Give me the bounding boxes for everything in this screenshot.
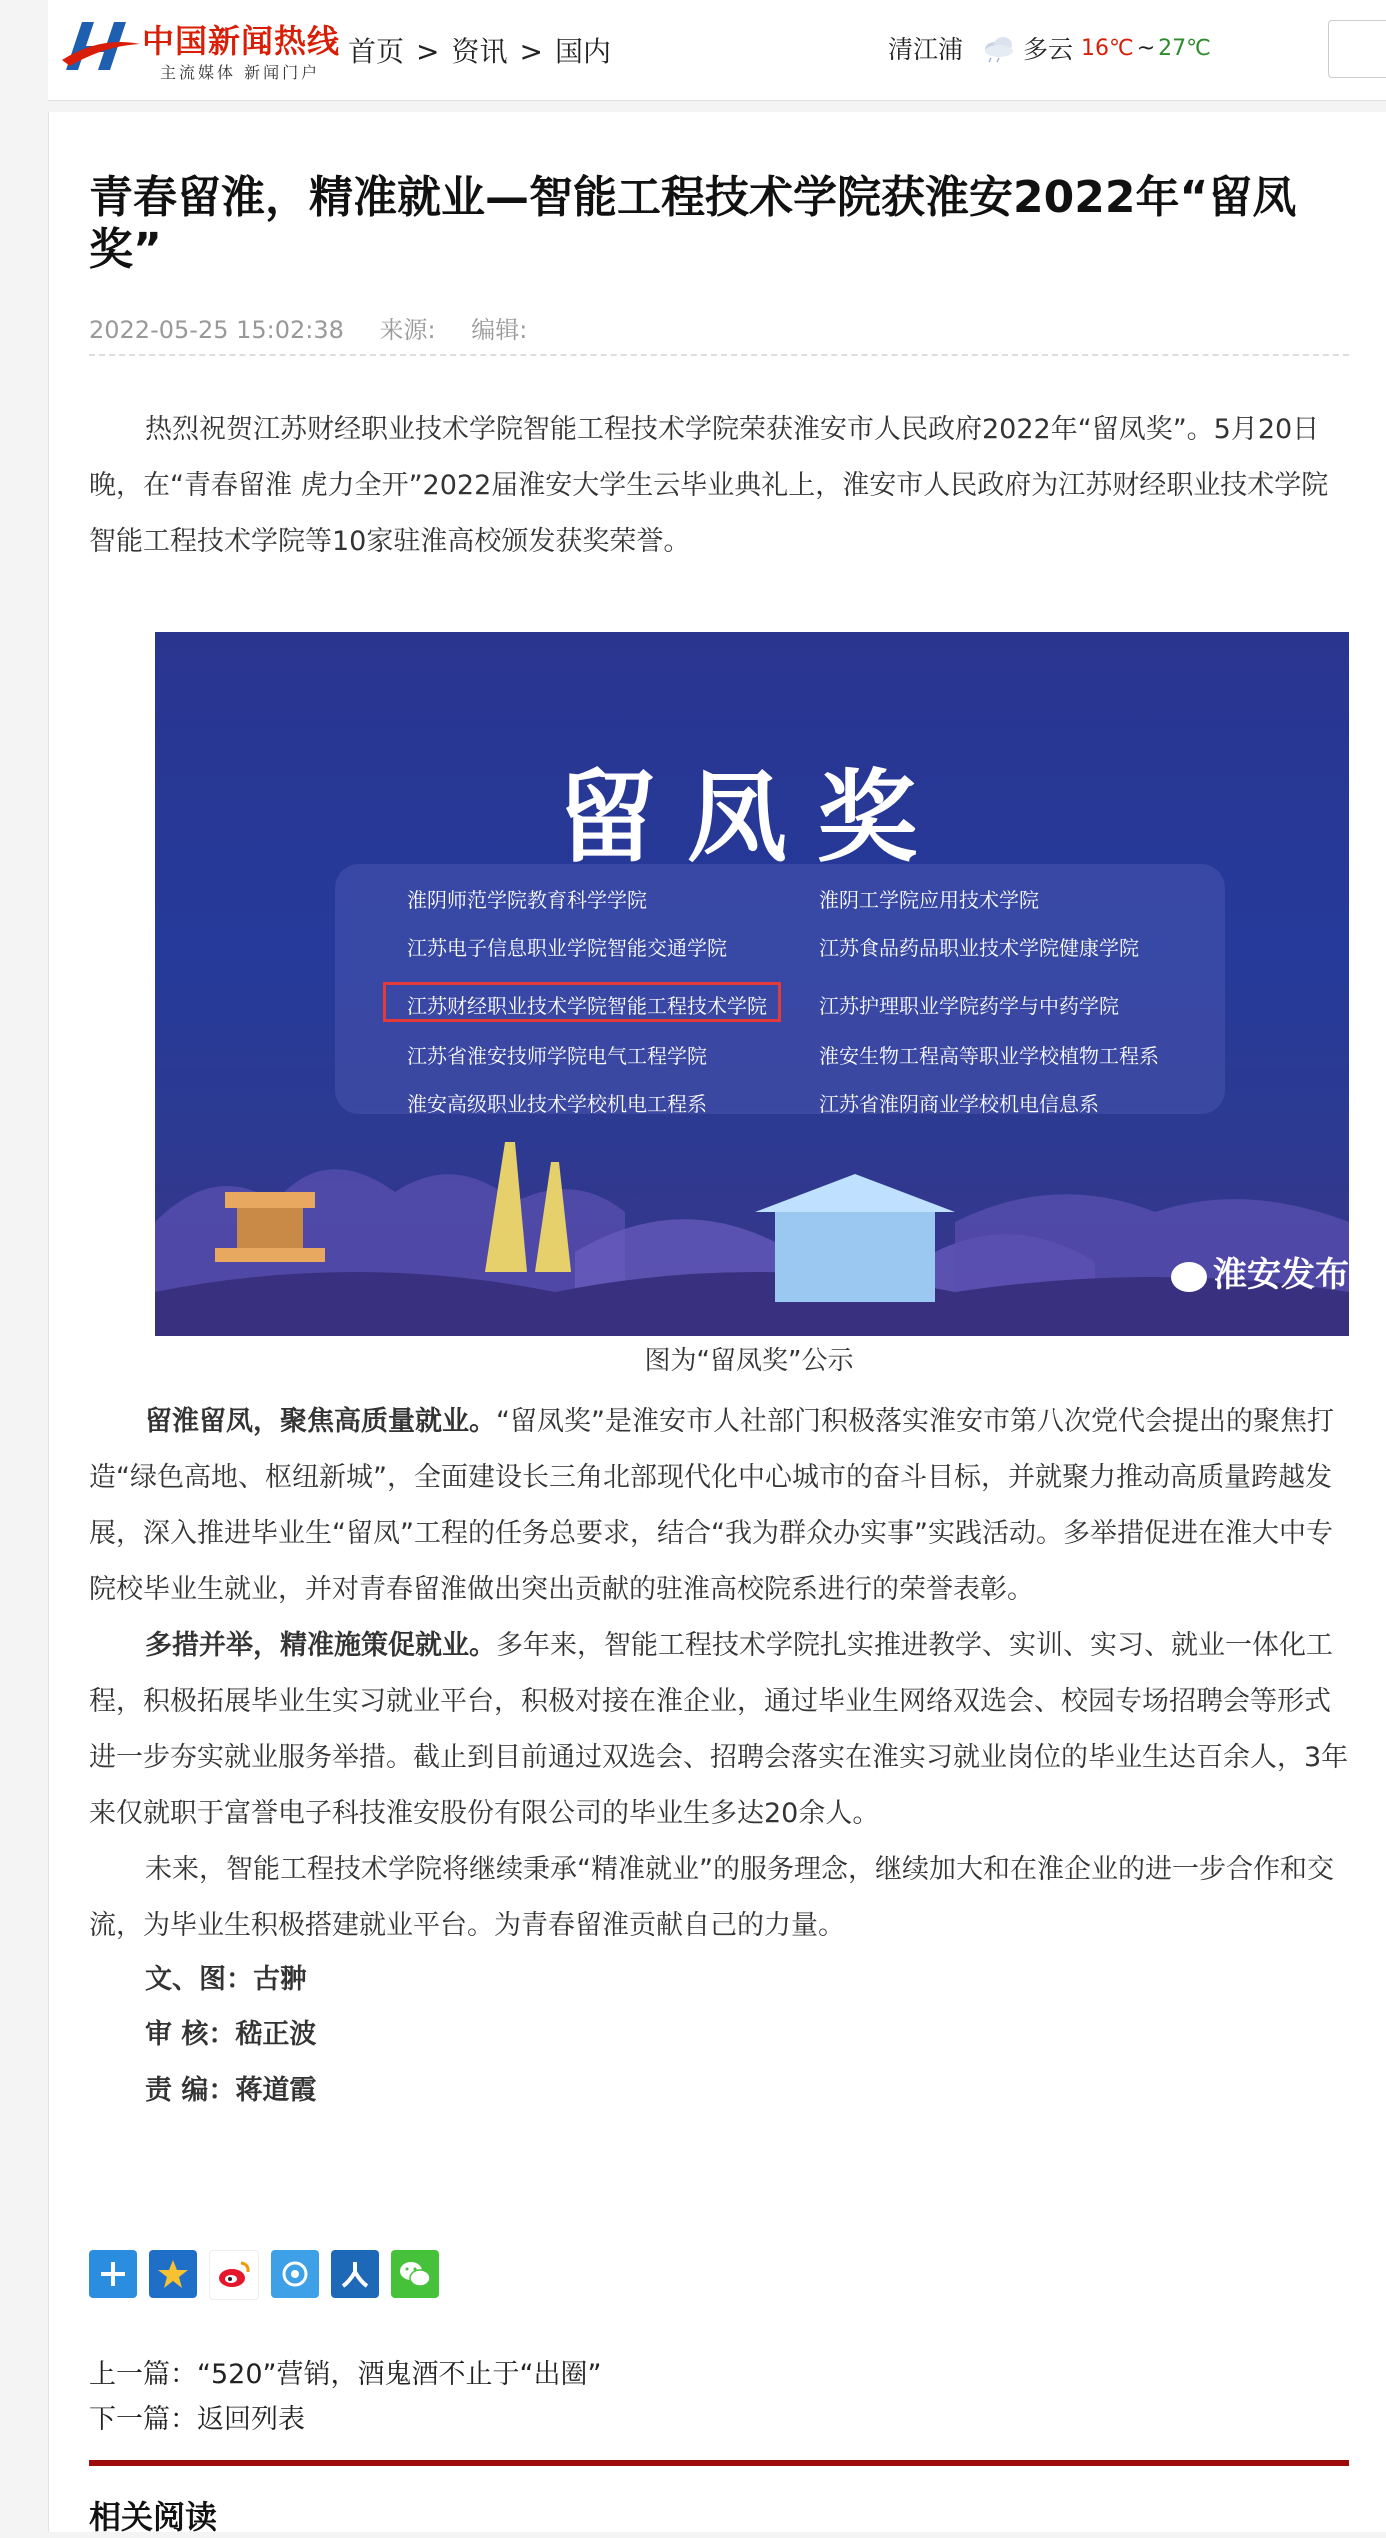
logo-emblem-icon bbox=[60, 16, 142, 76]
back-to-list-link[interactable]: 返回列表 bbox=[197, 2404, 305, 2435]
article-title: 青春留淮，精准就业—智能工程技术学院获淮安2022年“留凤奖” bbox=[89, 172, 1297, 275]
renren-icon[interactable] bbox=[331, 2250, 379, 2298]
watermark-text: 淮安发布 bbox=[1213, 1255, 1349, 1295]
logo-text: 中国新闻热线 bbox=[142, 22, 341, 60]
school-name: 江苏电子信息职业学院智能交通学院 bbox=[407, 936, 727, 960]
breadcrumb-separator: > bbox=[416, 35, 440, 68]
cityscape-illustration bbox=[155, 1102, 1349, 1336]
related-reading-title: 相关阅读 bbox=[89, 2498, 218, 2536]
cloudy-icon bbox=[981, 33, 1017, 63]
prev-article-link[interactable]: “520”营销，酒鬼酒不止于“出圈” bbox=[197, 2359, 602, 2390]
breadcrumb bbox=[348, 30, 611, 70]
top-header bbox=[48, 0, 1386, 101]
school-name: 江苏护理职业学院药学与中药学院 bbox=[819, 994, 1119, 1018]
school-name: 江苏省淮安技师学院电气工程学院 bbox=[407, 1044, 707, 1068]
weather-widget bbox=[888, 30, 1211, 66]
article-paragraph-4: 未来，智能工程技术学院将继续秉承“精准就业”的服务理念，继续加大和在淮企业的进一步合作和交流，为毕业生积极搭建就业平台。为青春留淮贡献自己的力量。 bbox=[89, 1854, 1334, 1941]
breadcrumb-separator: > bbox=[519, 35, 543, 68]
paragraph-body: 多年来，智能工程技术学院扎实推进教学、实训、实习、就业一体化工程，积极拓展毕业生实习就业平台，积极对接在淮企业，通过毕业生网络双选会、校园专场招聘会等形式进一步夯实就业服务举措。截止到目前通过双选会、招聘会落实在淮实习就业岗位的毕业生达百余人，3年来仅就职于富誉电子科技淮安股份有限公司的毕业生多达20余人。 bbox=[89, 1630, 1349, 1829]
award-photo bbox=[155, 632, 1349, 1336]
paragraph-body: “留凤奖”是淮安市人社部门积极落实淮安市第八次党代会提出的聚焦打造“绿色高地、枢纽新城”，全面建设长三角北部现代化中心城市的奋斗目标，并就聚力推动高质量跨越发展，深入推进毕业生“留凤”工程的任务总要求，结合“我为群众办实事”实践活动。多举措促进在淮大中专院校毕业生就业，并对青春留淮做出突出贡献的驻淮高校院系进行的荣誉表彰。 bbox=[89, 1406, 1334, 1605]
weather-condition: 多云 bbox=[1023, 35, 1074, 64]
next-label: 下一篇： bbox=[89, 2404, 197, 2435]
prev-article bbox=[89, 2352, 602, 2391]
weather-city: 清江浦 bbox=[888, 35, 964, 64]
article-meta bbox=[89, 310, 1349, 356]
qzone-icon[interactable] bbox=[149, 2250, 197, 2298]
section-divider bbox=[89, 2460, 1349, 2466]
article-panel bbox=[48, 112, 1386, 2536]
temp-high: 27℃ bbox=[1158, 35, 1211, 61]
prev-label: 上一篇： bbox=[89, 2359, 197, 2390]
paragraph-heading: 多措并举，精准施策促就业。 bbox=[145, 1630, 496, 1661]
article-paragraph-intro: 热烈祝贺江苏财经职业技术学院智能工程技术学院荣获淮安市人民政府2022年“留凤奖”。5月20日晚，在“青春留淮 虎力全开”2022届淮安大学生云毕业典礼上，淮安市人民政府为江苏财经职业技术学院智能工程技术学院等10家驻淮高校颁发获奖荣誉。 bbox=[89, 414, 1329, 557]
site-logo[interactable] bbox=[60, 12, 370, 88]
credit-author: 文、图：古翀 bbox=[145, 1964, 307, 1995]
temp-low: 16℃ bbox=[1081, 35, 1134, 61]
wechat-icon bbox=[1171, 1262, 1207, 1292]
image-watermark bbox=[1171, 1247, 1349, 1296]
breadcrumb-domestic-link[interactable]: 国内 bbox=[554, 35, 611, 68]
school-name: 淮阴工学院应用技术学院 bbox=[819, 888, 1039, 912]
image-caption: 图为“留凤奖”公示 bbox=[644, 1346, 854, 1376]
next-article bbox=[89, 2397, 305, 2436]
article-editor-label: 编辑: bbox=[471, 316, 528, 344]
temp-separator: ~ bbox=[1136, 35, 1156, 61]
search-input[interactable] bbox=[1328, 20, 1386, 78]
weibo-icon[interactable] bbox=[209, 2250, 259, 2300]
school-name: 淮阴师范学院教育科学学院 bbox=[407, 888, 647, 912]
school-name: 江苏省淮阴商业学校机电信息系 bbox=[819, 1092, 1099, 1116]
breadcrumb-news-link[interactable]: 资讯 bbox=[451, 35, 508, 68]
school-name-highlighted: 江苏财经职业技术学院智能工程技术学院 bbox=[407, 994, 767, 1018]
award-title: 留凤奖 bbox=[557, 758, 947, 876]
paragraph-heading: 留淮留凤，聚焦高质量就业。 bbox=[145, 1406, 496, 1437]
article-source-label: 来源: bbox=[379, 316, 436, 344]
school-name: 淮安高级职业技术学校机电工程系 bbox=[407, 1092, 707, 1116]
wechat-icon[interactable] bbox=[391, 2250, 439, 2298]
breadcrumb-home-link[interactable]: 首页 bbox=[348, 35, 405, 68]
credit-reviewer: 审 核：嵇正波 bbox=[145, 2019, 317, 2050]
highlight-box bbox=[383, 982, 781, 1022]
share-more-icon[interactable] bbox=[89, 2250, 137, 2298]
school-name: 江苏食品药品职业技术学院健康学院 bbox=[819, 936, 1139, 960]
article-date: 2022-05-25 15:02:38 bbox=[89, 316, 344, 344]
article-paragraph-3 bbox=[89, 1618, 1349, 1842]
article-paragraph-2 bbox=[89, 1394, 1349, 1618]
logo-subtitle: 主流媒体 新闻门户 bbox=[160, 63, 321, 82]
credit-editor: 责 编：蒋道霞 bbox=[145, 2075, 317, 2106]
share-bar bbox=[89, 2250, 439, 2300]
school-name: 淮安生物工程高等职业学校植物工程系 bbox=[819, 1044, 1159, 1068]
tencent-weibo-icon[interactable] bbox=[271, 2250, 319, 2298]
